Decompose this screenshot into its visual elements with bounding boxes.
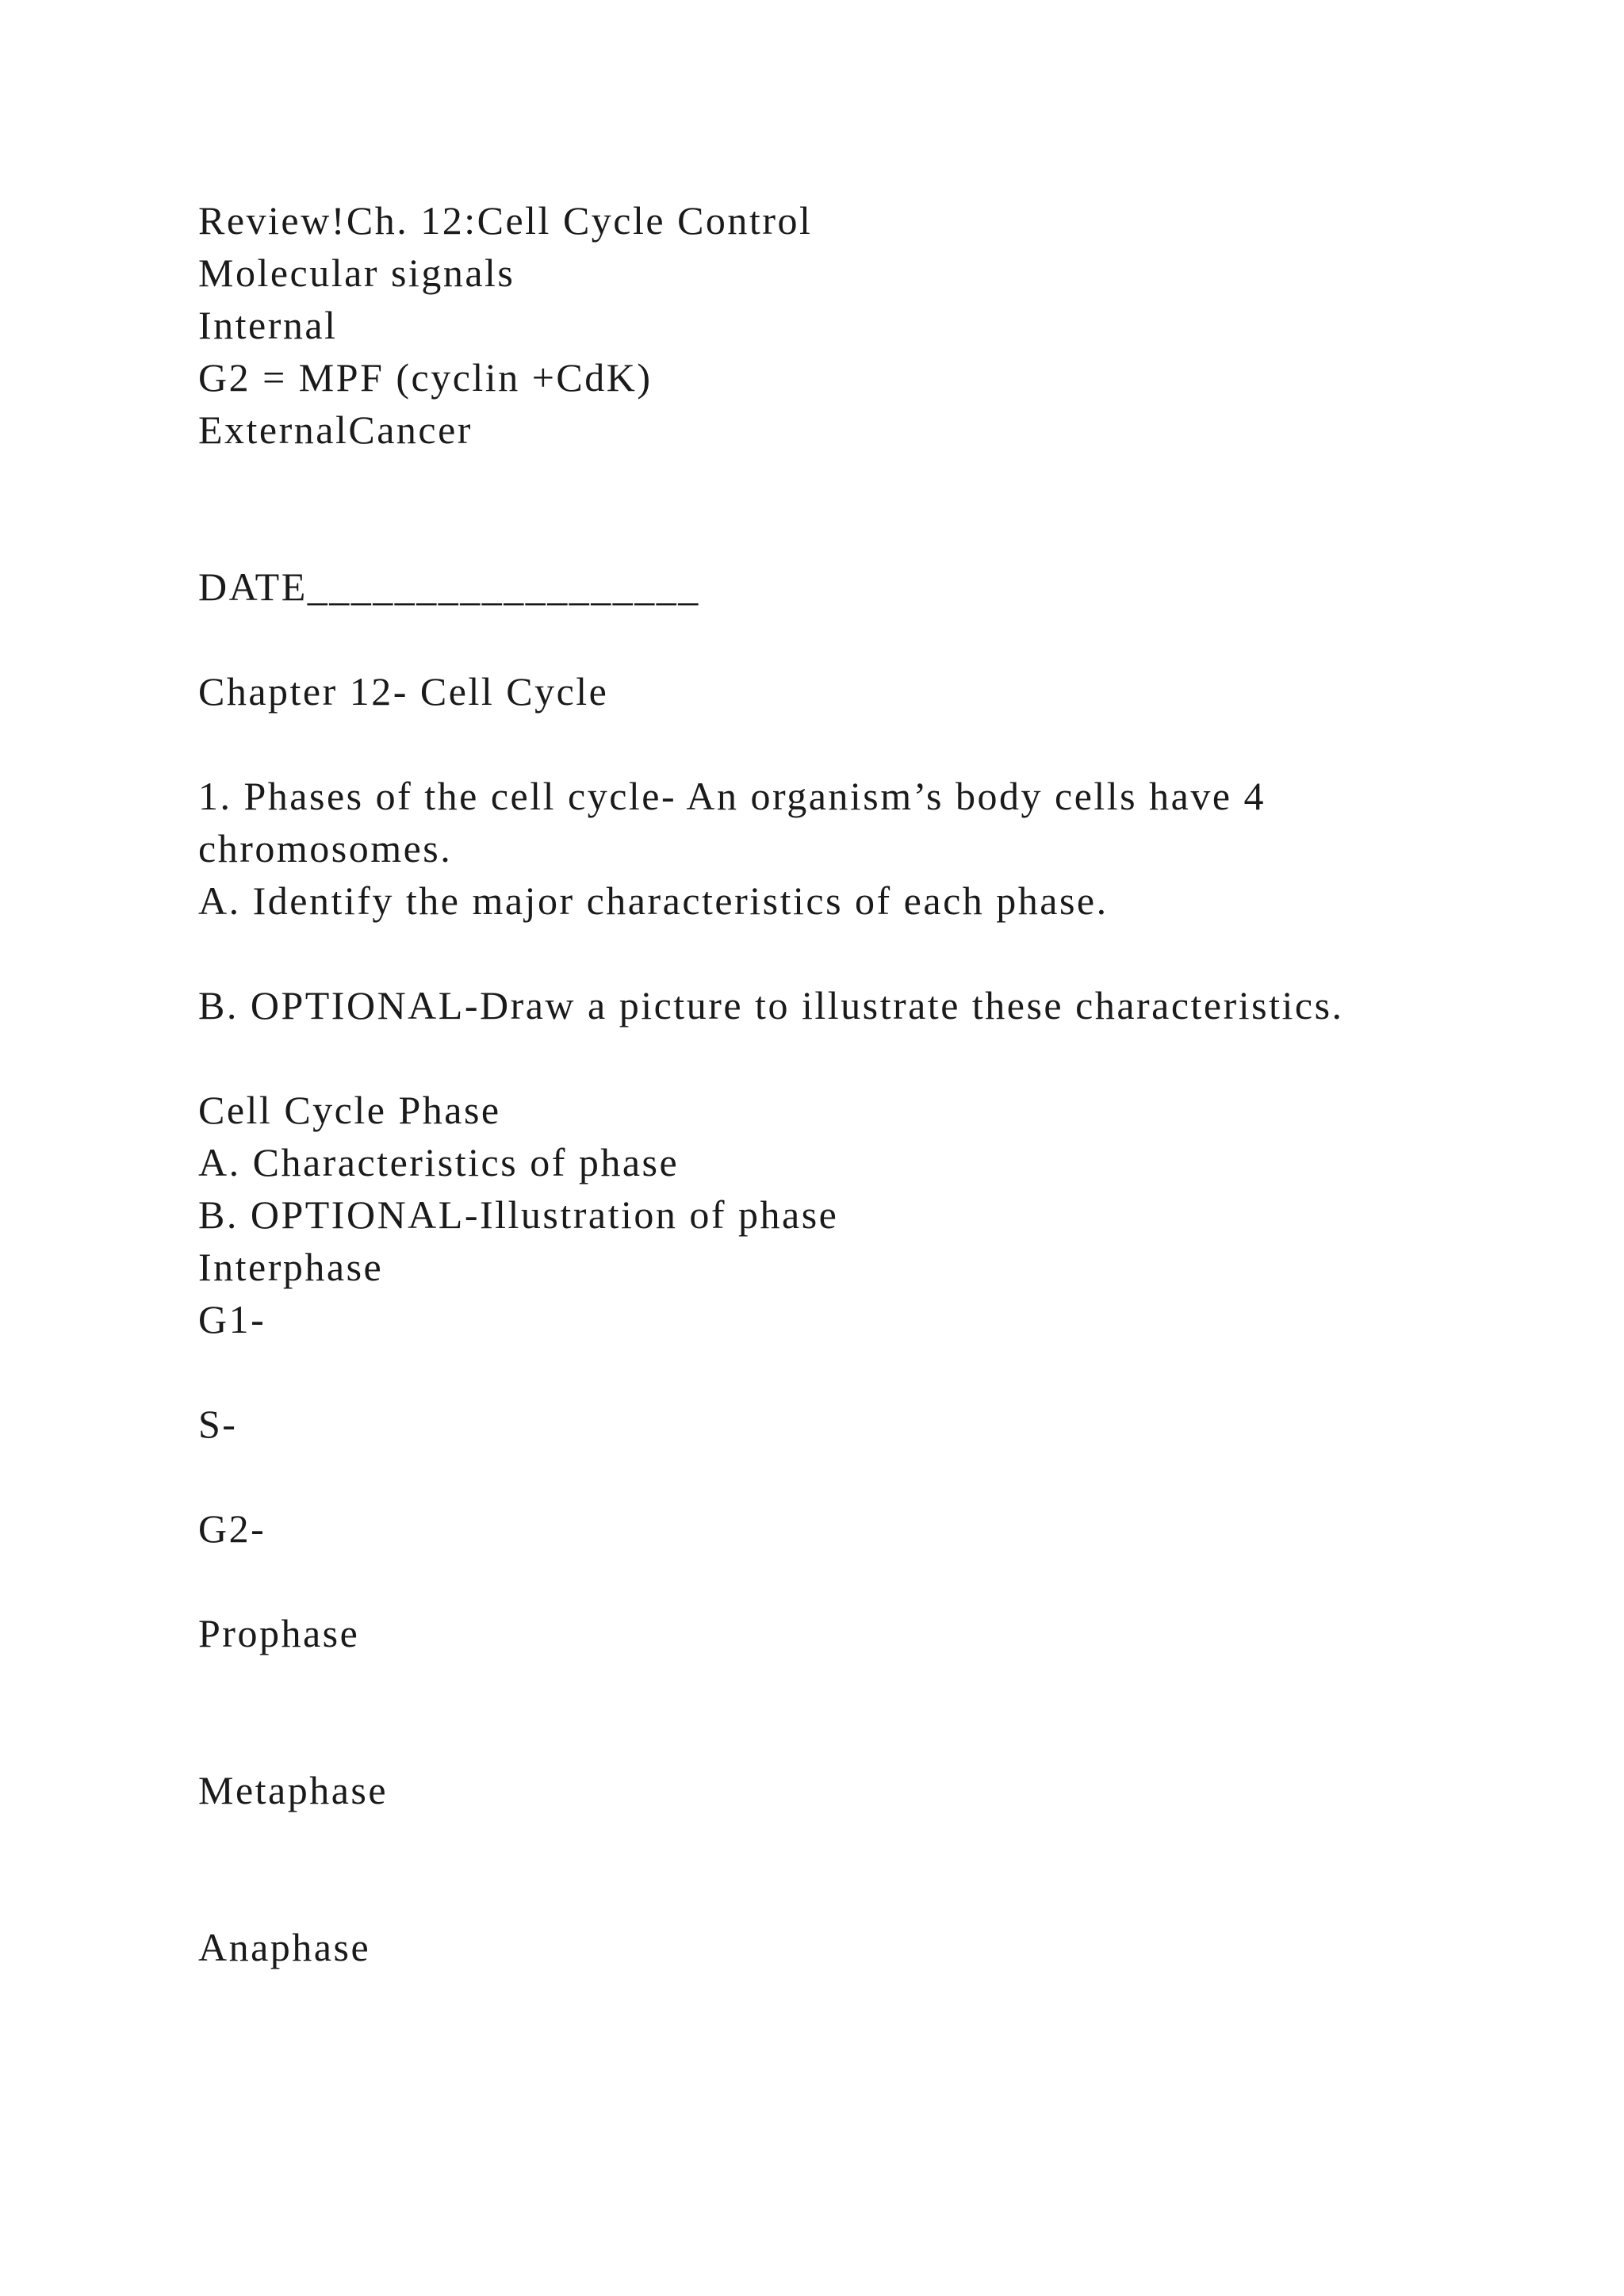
question-1-prompt-line-1: 1. Phases of the cell cycle- An organism’s body cells have 4 (198, 774, 1266, 818)
table-header-characteristics: A. Characteristics of phase (198, 1140, 680, 1184)
question-1-part-a: A. Identify the major characteristics of each phase. (198, 878, 1109, 923)
question-1-part-b: B. OPTIONAL-Draw a picture to illustrate these characteristics. (198, 983, 1344, 1027)
question-1-prompt-line-2: chromosomes. (198, 826, 453, 871)
table-header-illustration: B. OPTIONAL-Illustration of phase (198, 1192, 839, 1237)
molecular-signals-text: Molecular signals (198, 251, 515, 295)
phase-s: S- (198, 1402, 238, 1446)
external-cancer-text: ExternalCancer (198, 408, 473, 452)
date-field: DATE__________________ (198, 564, 700, 609)
phase-metaphase: Metaphase (198, 1768, 389, 1812)
phase-g2: G2- (198, 1506, 266, 1551)
g2-mpf-text: G2 = MPF (cyclin +CdK) (198, 355, 653, 400)
phase-g1: G1- (198, 1297, 266, 1341)
phase-interphase: Interphase (198, 1245, 384, 1289)
table-header-phase: Cell Cycle Phase (198, 1088, 501, 1132)
chapter-title: Chapter 12- Cell Cycle (198, 669, 609, 714)
phase-prophase: Prophase (198, 1611, 360, 1655)
internal-text: Internal (198, 303, 338, 347)
phase-anaphase: Anaphase (198, 1925, 371, 1969)
review-title: Review!Ch. 12:Cell Cycle Control (198, 198, 813, 243)
